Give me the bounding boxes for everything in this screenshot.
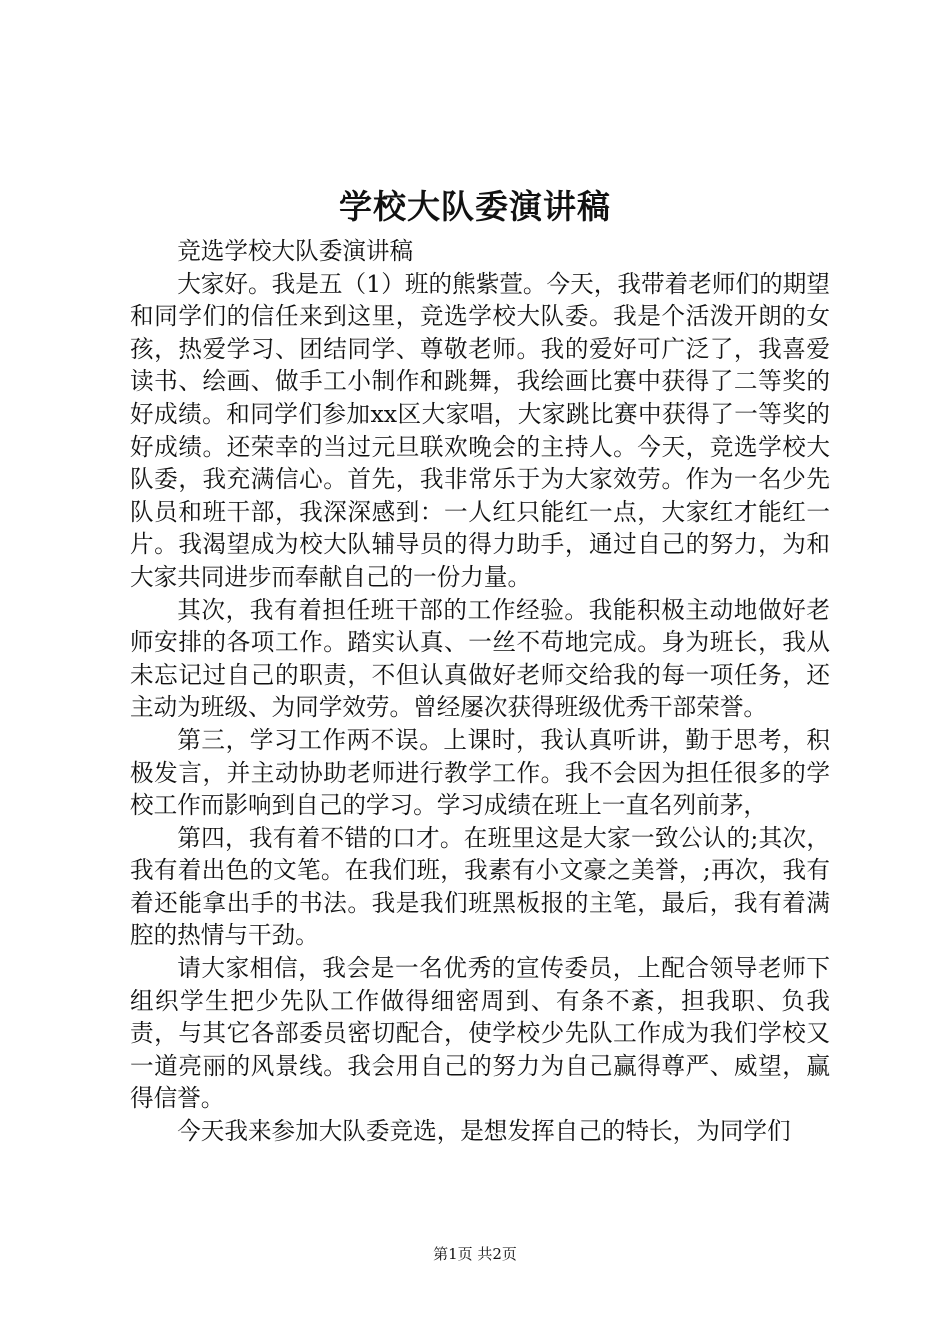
document-body (130, 235, 830, 1148)
paragraph-experience: 其次，我有着担任班干部的工作经验。我能积极主动地做好老师安排的各项工作。踏实认真、一丝不苟地完成。身为班长，我从未忘记过自己的职责，不但认真做好老师交给我的每一项任务，还主动为班级、为同学效劳。曾经屡次获得班级优秀干部荣誉。 (130, 595, 830, 722)
paragraph-introduction: 大家好。我是五（1）班的熊紫萱。今天，我带着老师们的期望和同学们的信任来到这里，竞选学校大队委。我是个活泼开朗的女孩，热爱学习、团结同学、尊敬老师。我的爱好可广泛了，我喜爱读书、绘画、做手工小制作和跳舞，我绘画比赛中获得了二等奖的好成绩。和同学们参加xx区大家唱，大家跳比赛中获得了一等奖的好成绩。还荣幸的当过元旦联欢晚会的主持人。今天，竞选学校大队委，我充满信心。首先，我非常乐于为大家效劳。作为一名少先队员和班干部，我深深感到：一人红只能红一点，大家红才能红一片。我渴望成为校大队辅导员的得力助手，通过自己的努力，为和大家共同进步而奉献自己的一份力量。 (130, 269, 830, 591)
paragraph-closing: 今天我来参加大队委竞选，是想发挥自己的特长，为同学们 (177, 1117, 791, 1146)
document-title: 学校大队委演讲稿 (339, 187, 611, 226)
paragraph-subtitle: 竞选学校大队委演讲稿 (177, 237, 414, 265)
paragraph-study: 第三，学习工作两不误。上课时，我认真听讲，勤于思考，积极发言，并主动协助老师进行教学工作。我不会因为担任很多的学校工作而影响到自己的学习。学习成绩在班上一直名列前茅， (130, 725, 830, 820)
paragraph-skills: 第四，我有着不错的口才。在班里这是大家一致公认的;其次，我有着出色的文笔。在我们班，我素有小文豪之美誉，;再次，我有着还能拿出手的书法。我是我们班黑板报的主笔，最后，我有着满腔的热情与干劲。 (130, 823, 830, 950)
page-number-footer: 第1页 共2页 (433, 1245, 517, 1263)
paragraph-promise: 请大家相信，我会是一名优秀的宣传委员，上配合领导老师下组织学生把少先队工作做得细密周到、有条不紊，担我职、负我责，与其它各部委员密切配合，使学校少先队工作成为我们学校又一道亮丽的风景线。我会用自己的努力为自己赢得尊严、威望，赢得信誉。 (130, 954, 830, 1113)
